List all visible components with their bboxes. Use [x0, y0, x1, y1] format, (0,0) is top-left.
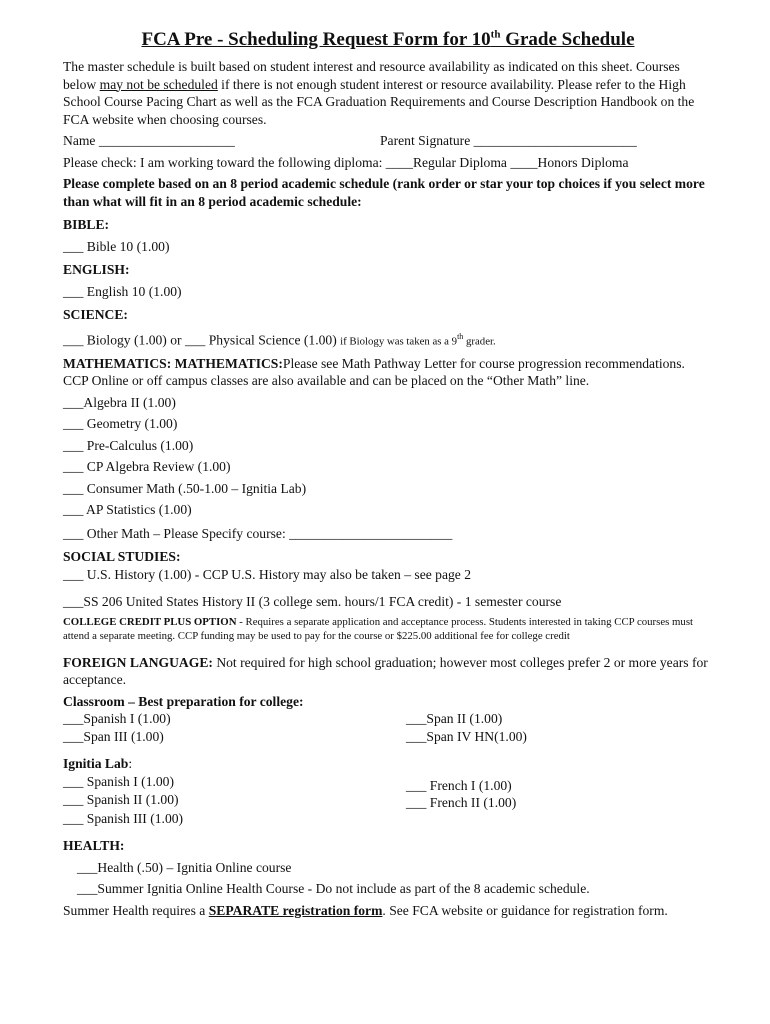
social-option-ss-206[interactable]: ___SS 206 United States History II (3 college sem. hours/1 FCA credit) - 1 semester course	[63, 594, 562, 610]
health-option-online[interactable]: ___Health (.50) – Ignitia Online course	[77, 859, 292, 875]
intro-paragraph: The master schedule is built based on student interest and resource availability as indicated on this sheet. Courses below may not be scheduled if there is not enough student interest or resource availability. Please refer to the High School Course Pacing Chart as well as the FCA Graduation Requirements and Course Description Handbook on the FCA website when choosing courses.	[63, 59, 695, 127]
name-signature-row	[63, 132, 713, 150]
summer-health-note: Summer Health requires a SEPARATE registration form. See FCA website or guidance for registration form.	[63, 902, 668, 918]
lab-spanish-2-option[interactable]: ___ Spanish II (1.00)	[63, 792, 179, 808]
english-10-option[interactable]: ___ English 10 (1.00)	[63, 283, 182, 299]
health-option-summer[interactable]: ___Summer Ignitia Online Health Course - Do not include as part of the 8 academic schedule.	[77, 881, 590, 897]
health-heading: HEALTH:	[63, 838, 125, 854]
diploma-line[interactable]: Please check: I am working toward the following diploma: ____Regular Diploma ____Honors Diploma	[63, 154, 629, 170]
lab-spanish-3-option[interactable]: ___ Spanish III (1.00)	[63, 810, 184, 826]
spanish-1-option[interactable]: ___Spanish I (1.00)	[63, 711, 171, 727]
spanish-2-option[interactable]: ___Span II (1.00)	[406, 711, 503, 727]
lab-spanish-1-option[interactable]: ___ Spanish I (1.00)	[63, 773, 175, 789]
bible-heading: BIBLE:	[63, 217, 110, 232]
bible-10-option[interactable]: ___ Bible 10 (1.00)	[63, 238, 170, 254]
form-page	[63, 28, 713, 919]
math-section-intro: MATHEMATICS: MATHEMATICS:Please see Math Pathway Letter for course progression recommendations. CCP Online or off campus classes are also available and can be placed on the “Other Math” line.	[63, 355, 685, 389]
foreign-language-intro: FOREIGN LANGUAGE: Not required for high school graduation; however most colleges prefer 2 or more years for acceptance.	[63, 654, 708, 688]
spanish-4-hn-option[interactable]: ___Span IV HN(1.00)	[406, 728, 527, 744]
math-option-ap-statistics[interactable]: ___ AP Statistics (1.00)	[63, 502, 192, 518]
english-heading: ENGLISH:	[63, 262, 130, 277]
lab-french-2-option[interactable]: ___ French II (1.00)	[406, 795, 517, 811]
instruction-text: Please complete based on an 8 period academic schedule (rank order or star your top choices if you select more than what will fit in an 8 period academic schedule:	[63, 176, 705, 209]
math-option-other[interactable]: ___ Other Math – Please Specify course: ________________________	[63, 525, 453, 541]
ignitia-lab-heading: Ignitia Lab:	[63, 756, 133, 772]
math-option-cp-algebra-review[interactable]: ___ CP Algebra Review (1.00)	[63, 459, 231, 475]
form-title: FCA Pre - Scheduling Request Form for 10th Grade Schedule	[141, 28, 635, 50]
classroom-heading: Classroom – Best preparation for college:	[63, 693, 304, 709]
classroom-options	[63, 710, 713, 745]
social-option-us-history[interactable]: ___ U.S. History (1.00) - CCP U.S. History may also be taken – see page 2	[63, 566, 472, 582]
science-heading: SCIENCE:	[63, 307, 128, 322]
science-options[interactable]: ___ Biology (1.00) or ___ Physical Science (1.00) if Biology was taken as a 9th grader.	[63, 331, 496, 348]
ccp-note: COLLEGE CREDIT PLUS OPTION - Requires a separate application and acceptance process. Students interested in taking CCP courses must attend a separate meeting. CCP funding may be used to pay for the course or $225.00 additional fee for college credit	[63, 615, 694, 643]
ignitia-lab-options	[63, 773, 713, 828]
math-option-consumer-math[interactable]: ___ Consumer Math (.50-1.00 – Ignitia Lab)	[63, 480, 307, 496]
parent-signature-field[interactable]: Parent Signature ________________________	[380, 133, 637, 148]
math-option-precalculus[interactable]: ___ Pre-Calculus (1.00)	[63, 437, 194, 453]
math-option-geometry[interactable]: ___ Geometry (1.00)	[63, 416, 178, 432]
social-studies-heading: SOCIAL STUDIES:	[63, 549, 181, 565]
lab-french-1-option[interactable]: ___ French I (1.00)	[406, 777, 512, 793]
name-field[interactable]: Name ____________________	[63, 133, 235, 148]
spanish-3-option[interactable]: ___Span III (1.00)	[63, 728, 164, 744]
math-option-algebra-2[interactable]: ___Algebra II (1.00)	[63, 394, 176, 410]
